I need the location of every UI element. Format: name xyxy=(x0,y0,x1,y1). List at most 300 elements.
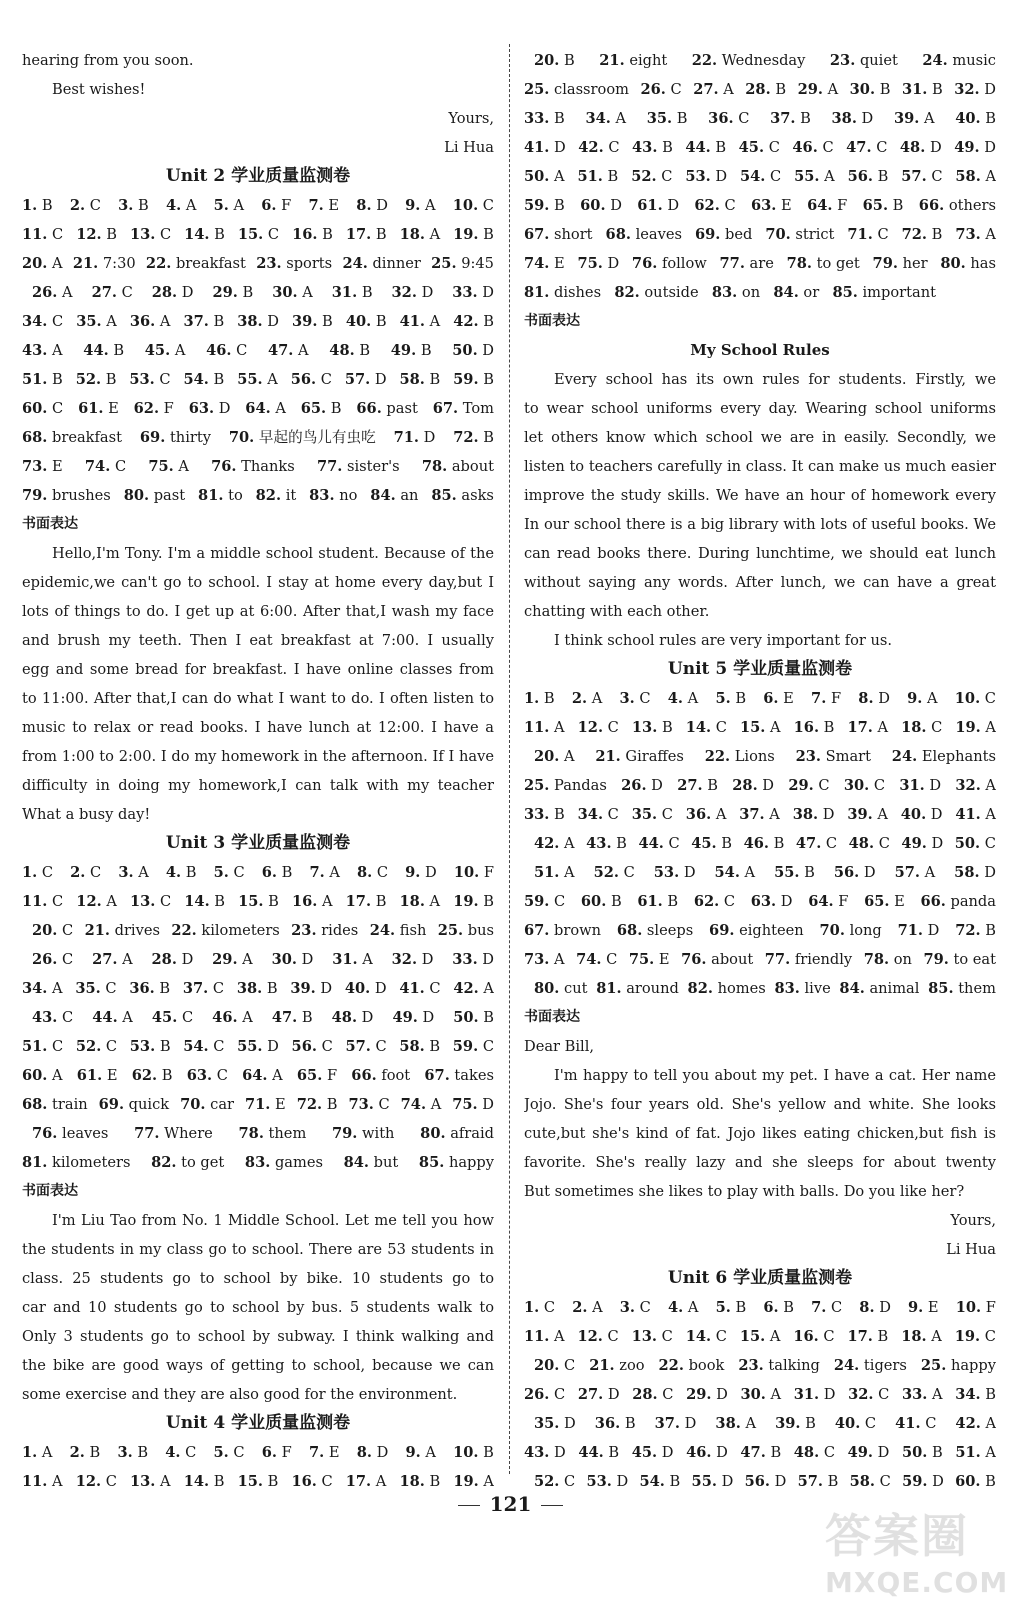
answer-item xyxy=(453,423,494,452)
answer-value: A xyxy=(985,806,996,823)
answer-item xyxy=(640,75,681,104)
answer-item xyxy=(695,220,752,249)
answer-value: A xyxy=(769,806,780,823)
answer-value: D xyxy=(267,1038,279,1055)
answer-number: 19. xyxy=(453,226,479,243)
answer-item xyxy=(576,945,617,974)
answer-number: 52. xyxy=(534,1473,560,1490)
answer-value: B xyxy=(483,313,494,330)
answer-value: D xyxy=(984,139,996,156)
answer-value: D xyxy=(774,1473,787,1490)
answer-value: book xyxy=(688,1357,725,1374)
answer-item xyxy=(272,945,314,974)
answer-item xyxy=(401,1090,442,1119)
answer-value: past xyxy=(386,400,418,417)
answer-value: animal xyxy=(869,980,920,997)
answer-item xyxy=(76,887,117,916)
answer-value: E xyxy=(894,893,905,910)
left-column xyxy=(22,46,494,1496)
answer-item xyxy=(452,945,494,974)
answer-item xyxy=(796,829,837,858)
answer-number: 76. xyxy=(32,1125,58,1142)
answer-item xyxy=(863,191,904,220)
answer-item xyxy=(22,220,63,249)
answer-item xyxy=(632,1322,673,1351)
answer-value: C xyxy=(89,197,101,214)
answer-value: B xyxy=(607,168,619,185)
answer-value: C xyxy=(159,371,171,388)
answer-row xyxy=(22,1061,494,1090)
answer-number: 34. xyxy=(22,313,48,330)
text-line: car and 10 students go to school by bus. 5 students walk to xyxy=(22,1299,494,1316)
answer-number: 37. xyxy=(654,1415,681,1432)
answer-number: 27. xyxy=(577,1386,604,1403)
answer-value: rides xyxy=(321,922,359,939)
answer-number: 59. xyxy=(453,371,479,388)
answer-value: B xyxy=(137,1444,149,1461)
answer-number: 83. xyxy=(244,1154,271,1171)
answer-value: F xyxy=(281,1444,292,1461)
answer-number: 84. xyxy=(370,487,396,504)
answer-value: past xyxy=(153,487,186,504)
section-heading: 书面表达 xyxy=(22,1183,78,1199)
answer-number: 82. xyxy=(151,1154,177,1171)
answer-item xyxy=(830,46,898,75)
answer-item xyxy=(140,423,211,452)
answer-value: talking xyxy=(768,1357,820,1374)
answer-value: B xyxy=(52,371,63,388)
answer-item xyxy=(811,684,841,713)
answer-item xyxy=(524,278,601,307)
answer-number: 66. xyxy=(351,1067,377,1084)
answer-item xyxy=(654,858,696,887)
answer-item xyxy=(788,771,829,800)
answer-item xyxy=(834,858,876,887)
answer-item xyxy=(422,452,494,481)
answer-row xyxy=(22,1003,494,1032)
answer-value: A xyxy=(554,719,565,736)
answer-number: 62. xyxy=(693,893,720,910)
answer-item xyxy=(686,1322,727,1351)
answer-item xyxy=(22,481,111,510)
answer-number: 28. xyxy=(632,1386,658,1403)
answer-number: 27. xyxy=(92,951,118,968)
answer-number: 77. xyxy=(764,951,791,968)
answer-item xyxy=(262,858,293,887)
answer-item xyxy=(424,1061,494,1090)
answer-item xyxy=(709,916,804,945)
answer-number: 38. xyxy=(831,110,857,127)
answer-item xyxy=(686,1438,728,1467)
answer-number: 58. xyxy=(849,1473,876,1490)
answer-value: Smart xyxy=(825,748,871,765)
answer-value: D xyxy=(564,1415,576,1432)
answer-number: 57. xyxy=(901,168,927,185)
answer-number: 74. xyxy=(524,255,550,272)
answer-value: A xyxy=(122,951,133,968)
answer-value: A xyxy=(715,806,727,823)
answer-value: cut xyxy=(564,980,588,997)
answer-item xyxy=(794,1380,836,1409)
answer-value: B xyxy=(483,1009,494,1026)
answer-number: 24. xyxy=(833,1357,860,1374)
answer-number: 56. xyxy=(291,1038,317,1055)
answer-item xyxy=(793,1322,834,1351)
answer-number: 45. xyxy=(151,1009,178,1026)
answer-value: C xyxy=(822,139,834,156)
answer-item xyxy=(691,829,732,858)
answer-number: 67. xyxy=(524,922,550,939)
answer-number: 30. xyxy=(849,81,876,98)
answer-item xyxy=(694,887,735,916)
answer-value: no xyxy=(339,487,358,504)
answer-item xyxy=(152,278,194,307)
answer-value: C xyxy=(873,777,886,794)
answer-value: A xyxy=(298,342,309,359)
answer-item xyxy=(848,1322,889,1351)
answer-value: A xyxy=(329,864,340,881)
answer-number: 23. xyxy=(829,52,856,69)
answer-value: Tom xyxy=(462,400,494,417)
answer-number: 49. xyxy=(392,1009,418,1026)
answer-value: B xyxy=(985,922,996,939)
answer-item xyxy=(348,1090,389,1119)
answer-number: 33. xyxy=(524,806,550,823)
answer-item xyxy=(146,249,246,278)
answer-item xyxy=(431,249,494,278)
answer-number: 5. xyxy=(715,690,731,707)
answer-item xyxy=(268,336,309,365)
answer-value: B xyxy=(159,1038,171,1055)
column-divider xyxy=(509,44,510,1474)
answer-value: drives xyxy=(114,922,160,939)
answer-item xyxy=(22,336,63,365)
answer-number: 1. xyxy=(524,690,540,707)
answer-number: 50. xyxy=(901,1444,928,1461)
answer-item xyxy=(901,800,943,829)
unit-heading: Unit 5 学业质量监测卷 xyxy=(667,659,853,679)
answer-value: C xyxy=(879,1473,891,1490)
answer-value: B xyxy=(931,81,943,98)
answer-value: B xyxy=(483,371,494,388)
answer-row xyxy=(524,75,996,104)
answer-value: leaves xyxy=(62,1125,109,1142)
answer-item xyxy=(808,887,848,916)
footer-dash-right xyxy=(541,1505,563,1506)
answer-item xyxy=(92,278,133,307)
answer-value: C xyxy=(62,922,74,939)
answer-item xyxy=(773,278,819,307)
answer-number: 63. xyxy=(188,400,215,417)
answer-number: 60. xyxy=(955,1473,981,1490)
answer-item xyxy=(716,1293,747,1322)
answer-value: D xyxy=(422,1009,435,1026)
answer-number: 11. xyxy=(22,893,48,910)
answer-number: 11. xyxy=(524,1328,550,1345)
answer-number: 71. xyxy=(245,1096,271,1113)
answer-number: 35. xyxy=(646,110,673,127)
answer-number: 47. xyxy=(795,835,822,852)
answer-item xyxy=(183,1032,224,1061)
answer-value: B xyxy=(429,1038,441,1055)
answer-item xyxy=(290,974,332,1003)
answer-value: B xyxy=(185,864,197,881)
answer-value: D xyxy=(822,806,835,823)
answer-item xyxy=(85,916,160,945)
answer-number: 17. xyxy=(345,1473,372,1490)
answer-item xyxy=(405,1438,435,1467)
answer-value: E xyxy=(106,1067,118,1084)
answer-number: 84. xyxy=(773,284,799,301)
answer-number: 25. xyxy=(431,255,457,272)
answer-value: sleeps xyxy=(646,922,694,939)
text-line: cute,but she's kind of fat. Jojo likes eating chicken,but fish is xyxy=(524,1125,996,1142)
answer-number: 72. xyxy=(296,1096,323,1113)
text-line: some exercise and they are also good for the environment. xyxy=(22,1386,458,1403)
answer-value: C xyxy=(378,1096,390,1113)
answer-value: A xyxy=(985,226,996,243)
answer-item xyxy=(848,1380,889,1409)
answer-item xyxy=(400,307,441,336)
answer-item xyxy=(272,278,313,307)
answer-value: C xyxy=(160,893,172,910)
answer-item xyxy=(245,394,286,423)
answer-number: 60. xyxy=(580,893,607,910)
answer-item xyxy=(78,394,119,423)
answer-number: 20. xyxy=(534,748,560,765)
answer-value: E xyxy=(275,1096,286,1113)
answer-row xyxy=(22,394,494,423)
answer-number: 22. xyxy=(145,255,172,272)
answer-number: 30. xyxy=(271,951,297,968)
answer-item xyxy=(291,916,358,945)
answer-value: A xyxy=(770,1386,782,1403)
answer-value: C xyxy=(216,1067,228,1084)
answer-value: B xyxy=(624,1415,636,1432)
answer-number: 83. xyxy=(711,284,738,301)
answer-item xyxy=(955,829,996,858)
answer-number: 82. xyxy=(255,487,282,504)
answer-value: D xyxy=(667,197,680,214)
answer-number: 73. xyxy=(348,1096,374,1113)
answer-item xyxy=(847,713,888,742)
answer-value: B xyxy=(429,1473,441,1490)
answer-row xyxy=(524,800,996,829)
answer-number: 19. xyxy=(955,719,981,736)
watermark-text: 答案圈 xyxy=(825,1509,969,1563)
answer-number: 2. xyxy=(571,690,588,707)
answer-value: B xyxy=(213,313,225,330)
answer-item xyxy=(118,191,149,220)
answer-number: 24. xyxy=(342,255,368,272)
answer-number: 36. xyxy=(129,980,155,997)
answer-number: 37. xyxy=(182,980,209,997)
answer-value: A xyxy=(985,1444,996,1461)
answer-number: 5. xyxy=(213,1444,229,1461)
answer-number: 45. xyxy=(631,1444,658,1461)
answer-number: 31. xyxy=(332,951,358,968)
answer-item xyxy=(578,133,619,162)
answer-value: C xyxy=(375,1038,387,1055)
answer-value: C xyxy=(41,864,54,881)
answer-number: 59. xyxy=(452,1038,479,1055)
answer-row xyxy=(524,858,996,887)
answer-value: D xyxy=(984,864,996,881)
answer-number: 85. xyxy=(418,1154,445,1171)
answer-number: 68. xyxy=(605,226,631,243)
answer-value: Lions xyxy=(734,748,775,765)
answer-item xyxy=(438,916,494,945)
answer-number: 80. xyxy=(534,980,560,997)
answer-value: B xyxy=(662,139,673,156)
answer-value: B xyxy=(483,226,494,243)
answer-value: bed xyxy=(725,226,753,243)
answer-value: music xyxy=(952,52,996,69)
answer-value: C xyxy=(233,864,245,881)
answer-number: 30. xyxy=(272,284,298,301)
answer-value: D xyxy=(823,1386,836,1403)
answer-row xyxy=(524,684,996,713)
answer-number: 28. xyxy=(151,951,177,968)
answer-number: 35. xyxy=(534,1415,560,1432)
answer-number: 12. xyxy=(75,1473,102,1490)
answer-item xyxy=(794,713,835,742)
answer-value: eight xyxy=(629,52,668,69)
answer-item xyxy=(647,104,688,133)
answer-number: 12. xyxy=(577,719,604,736)
text-line: epidemic,we can't go to school. I stay at home every day,but I xyxy=(22,574,494,591)
unit-heading: Unit 6 学业质量监测卷 xyxy=(667,1268,853,1288)
answer-item xyxy=(117,1438,148,1467)
answer-number: 83. xyxy=(774,980,800,997)
answer-value: C xyxy=(321,1473,333,1490)
answer-row xyxy=(524,278,996,307)
answer-item xyxy=(595,1409,636,1438)
answer-item xyxy=(212,945,253,974)
answer-item xyxy=(392,945,434,974)
answer-value: D xyxy=(482,951,494,968)
answer-value: C xyxy=(661,168,673,185)
answer-item xyxy=(206,336,247,365)
answer-value: Giraffes xyxy=(625,748,684,765)
answer-value: A xyxy=(687,690,699,707)
answer-number: 5. xyxy=(213,197,229,214)
answer-number: 8. xyxy=(356,864,373,881)
answer-value: C xyxy=(878,1386,890,1403)
answer-value: A xyxy=(591,690,603,707)
answer-value: D xyxy=(932,1473,944,1490)
answer-value: D xyxy=(554,139,566,156)
answer-item xyxy=(955,1322,996,1351)
answer-value: E xyxy=(52,458,63,475)
answer-number: 50. xyxy=(452,342,478,359)
answer-number: 78. xyxy=(421,458,448,475)
answer-value: B xyxy=(800,110,811,127)
answer-value: C xyxy=(818,777,830,794)
answer-value: D xyxy=(482,284,494,301)
answer-value: C xyxy=(554,1386,566,1403)
answer-number: 59. xyxy=(902,1473,928,1490)
answer-value: D xyxy=(616,1473,629,1490)
answer-number: 43. xyxy=(32,1009,58,1026)
answer-number: 10. xyxy=(955,1299,982,1316)
signature-line: Li Hua xyxy=(444,139,494,156)
answer-value: asks xyxy=(461,487,494,504)
answer-item xyxy=(452,278,494,307)
answer-item xyxy=(955,916,996,945)
answer-number: 29. xyxy=(788,777,814,794)
text-line: listen to teachers carefully in class. It can make us much easier xyxy=(524,458,996,475)
answer-value: C xyxy=(639,690,651,707)
answer-number: 10. xyxy=(954,690,981,707)
answer-number: 28. xyxy=(732,777,758,794)
answer-value: A xyxy=(52,342,63,359)
answer-number: 41. xyxy=(399,980,425,997)
answer-number: 63. xyxy=(186,1067,213,1084)
answer-item xyxy=(955,162,996,191)
answer-number: 78. xyxy=(238,1125,264,1142)
answer-value: F xyxy=(830,690,842,707)
answer-item xyxy=(452,1090,494,1119)
answer-number: 38. xyxy=(792,806,819,823)
answer-value: B xyxy=(827,1473,839,1490)
answer-item xyxy=(693,75,734,104)
answer-value: them xyxy=(268,1125,307,1142)
answer-number: 66. xyxy=(918,197,945,214)
answer-item xyxy=(356,191,388,220)
answer-number: 40. xyxy=(345,313,372,330)
answer-item xyxy=(99,1090,169,1119)
answer-row xyxy=(524,133,996,162)
answer-value: A xyxy=(924,864,936,881)
answer-item xyxy=(864,887,905,916)
answer-number: 11. xyxy=(22,1473,48,1490)
answer-value: D xyxy=(374,980,387,997)
answer-number: 48. xyxy=(899,139,926,156)
answer-value: about xyxy=(711,951,754,968)
answer-value: C xyxy=(830,1299,843,1316)
answer-item xyxy=(399,1032,440,1061)
answer-value: B xyxy=(483,893,494,910)
answer-number: 67. xyxy=(524,226,550,243)
answer-number: 43. xyxy=(632,139,658,156)
answer-item xyxy=(344,1148,399,1177)
answer-row xyxy=(22,191,494,220)
answer-value: B xyxy=(554,197,565,214)
answer-item xyxy=(22,423,122,452)
text-line: chatting with each other. xyxy=(524,603,710,620)
answer-item xyxy=(807,191,847,220)
answer-item xyxy=(899,771,941,800)
answer-row xyxy=(22,481,494,510)
answer-number: 43. xyxy=(22,342,48,359)
answer-item xyxy=(688,974,766,1003)
answer-number: 14. xyxy=(685,719,712,736)
answer-number: 80. xyxy=(940,255,966,272)
answer-value: her xyxy=(902,255,928,272)
answer-value: 9:45 xyxy=(461,255,494,272)
answer-item xyxy=(130,887,171,916)
answer-item xyxy=(70,191,101,220)
answer-item xyxy=(212,1003,253,1032)
answer-value: B xyxy=(266,980,278,997)
answer-number: 48. xyxy=(329,342,355,359)
answer-value: B xyxy=(985,1473,996,1490)
answer-item xyxy=(954,133,996,162)
answer-item xyxy=(732,771,774,800)
answer-item xyxy=(694,191,735,220)
answer-value: follow xyxy=(661,255,707,272)
